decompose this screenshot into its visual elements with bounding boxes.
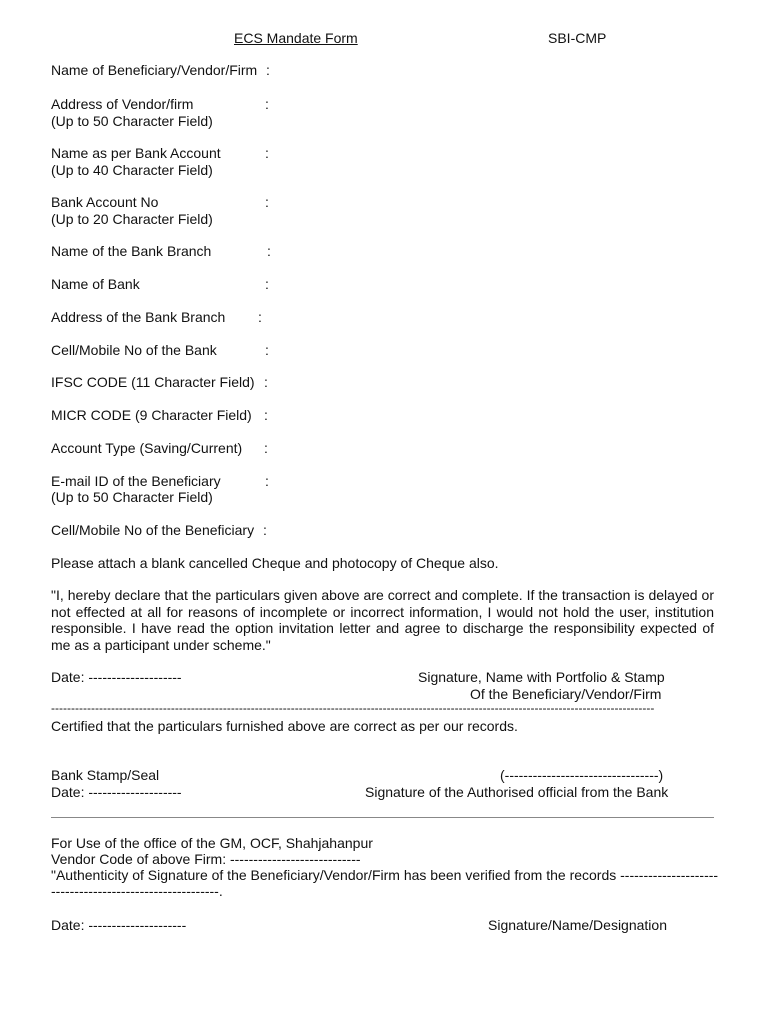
field-sublabel: (Up to 20 Character Field) <box>51 211 213 227</box>
field-label: Name as per Bank Account <box>51 145 221 161</box>
office-signature-label: Signature/Name/Designation <box>488 917 667 933</box>
office-use-heading: For Use of the office of the GM, OCF, Shahjahanpur <box>51 835 373 851</box>
bank-signature-label: Signature of the Authorised official from the Bank <box>365 784 669 800</box>
field-label: MICR CODE (9 Character Field) <box>51 407 252 423</box>
field-colon: : <box>264 374 268 390</box>
field-sublabel: (Up to 40 Character Field) <box>51 162 213 178</box>
declaration-paragraph: "I, hereby declare that the particulars given above are correct and complete. If the transaction is delayed or not effected at all for reasons of incomplete or incorrect information, I would not hold the user, institution responsible. I have read the option invitation letter and agree to discharge the responsibility expected of me as a participant under scheme." <box>51 587 714 653</box>
dashed-separator: ------------------------------------------------------------------------------------------------------------------------------------------------------- <box>51 703 655 713</box>
bank-stamp-label: Bank Stamp/Seal <box>51 767 160 783</box>
field-label: E-mail ID of the Beneficiary <box>51 473 221 489</box>
field-colon: : <box>258 309 262 325</box>
field-sublabel: (Up to 50 Character Field) <box>51 489 213 505</box>
bank-signature-line: (---------------------------------) <box>500 767 664 783</box>
office-date: Date: --------------------- <box>51 917 187 933</box>
field-label: Name of the Bank Branch <box>51 243 212 259</box>
beneficiary-signature-sublabel: Of the Beneficiary/Vendor/Firm <box>470 686 662 702</box>
field-label: Name of Beneficiary/Vendor/Firm <box>51 62 258 78</box>
field-colon: : <box>265 342 269 358</box>
field-label: Bank Account No <box>51 194 159 210</box>
field-colon: : <box>264 440 268 456</box>
field-colon: : <box>263 522 267 538</box>
field-colon: : <box>267 243 271 259</box>
beneficiary-signature-label: Signature, Name with Portfolio & Stamp <box>418 669 665 685</box>
field-colon: : <box>266 62 270 78</box>
field-label: Account Type (Saving/Current) <box>51 440 243 456</box>
field-label: IFSC CODE (11 Character Field) <box>51 374 255 390</box>
form-title: ECS Mandate Form <box>234 30 358 46</box>
field-label: Cell/Mobile No of the Beneficiary <box>51 522 255 538</box>
field-colon: : <box>265 473 269 489</box>
form-code: SBI-CMP <box>548 30 607 46</box>
field-label: Address of Vendor/firm <box>51 96 194 112</box>
field-colon: : <box>265 276 269 292</box>
field-label: Address of the Bank Branch <box>51 309 226 325</box>
authenticity-statement-continued: ------------------------------------. <box>51 883 223 899</box>
certified-statement: Certified that the particulars furnished above are correct as per our records. <box>51 718 518 734</box>
field-colon: : <box>264 407 268 423</box>
vendor-code-line: Vendor Code of above Firm: ---------------------------- <box>51 851 361 867</box>
field-label: Cell/Mobile No of the Bank <box>51 342 217 358</box>
field-label: Name of Bank <box>51 276 140 292</box>
beneficiary-date: Date: -------------------- <box>51 669 182 685</box>
bank-date: Date: -------------------- <box>51 784 182 800</box>
field-colon: : <box>265 145 269 161</box>
field-colon: : <box>265 96 269 112</box>
field-sublabel: (Up to 50 Character Field) <box>51 113 213 129</box>
attach-note: Please attach a blank cancelled Cheque and photocopy of Cheque also. <box>51 555 499 571</box>
authenticity-statement: "Authenticity of Signature of the Beneficiary/Vendor/Firm has been verified from the records --------------------- <box>51 867 719 883</box>
field-colon: : <box>265 194 269 210</box>
section-divider <box>51 817 714 818</box>
